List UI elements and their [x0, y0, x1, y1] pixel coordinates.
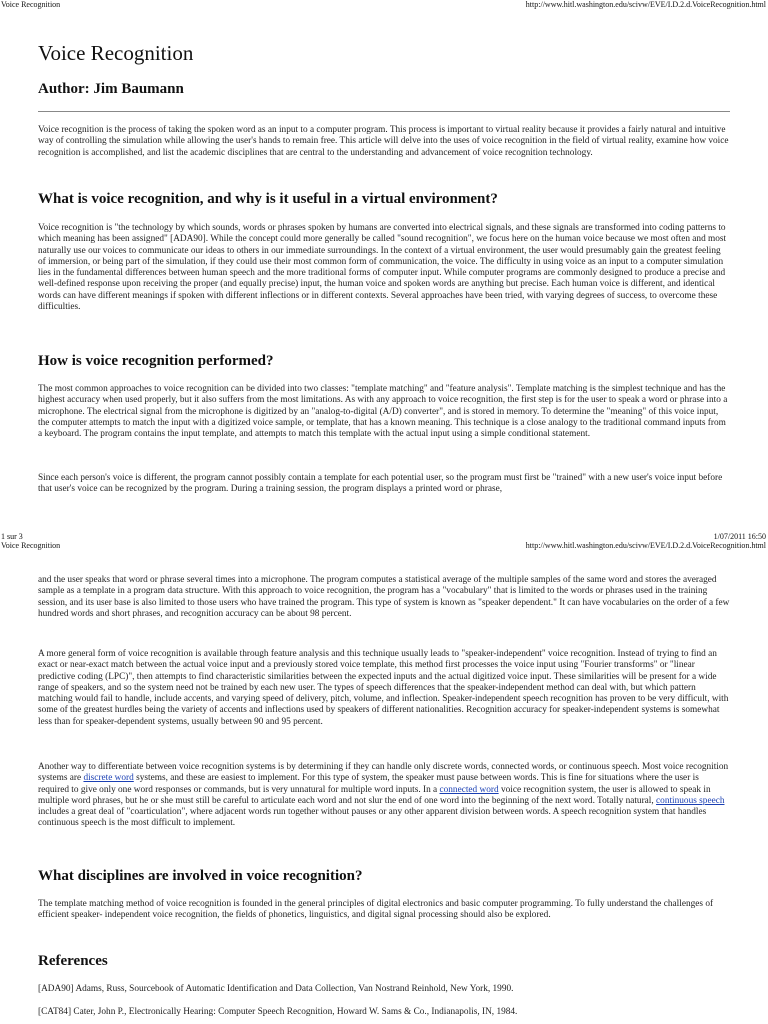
section1-body — [38, 223, 730, 313]
page2-body-3 — [38, 762, 730, 830]
divider — [38, 111, 730, 112]
text-run: Another way to differentiate between voice recognition systems is by determining if they can handle only discrete words, connected words, or continuous speech. Most voice recognition systems are — [38, 762, 729, 784]
paragraph: and the user speaks that word or phrase several times into a microphone. The program computes a statistical average of the multiple samples of the same word and stores the averaged sample as a template in a program data structure. With this approach to voice recognition, the program has a "vocabulary" that is limited to the words or phrases used in the training session, and its user base is also limited to those users who have trained the program. This type of system is known as "speaker dependent." It can have vocabularies on the order of a few hundred words and short phrases, and recognition accuracy can be about 98 percent. — [38, 575, 730, 619]
page2-body-1 — [38, 575, 730, 620]
header-title: Voice Recognition — [1, 541, 61, 550]
author-block — [38, 79, 730, 99]
text-run: systems, and these are easiest to implement. For this type of system, the speaker must pause between words. This is fine for situations where the user is required to give only one word responses or commands, but is very unnatural for multiple word inputs. In a — [38, 773, 699, 795]
header-url: http://www.hitl.washington.edu/scivw/EVE/I.D.2.d.VoiceRecognition.html — [525, 541, 766, 550]
section2-body — [38, 384, 730, 440]
print-date: 1/07/2011 16:50 — [713, 532, 766, 541]
reference-2 — [38, 1007, 730, 1018]
reference-entry: [ADA90] Adams, Russ, Sourcebook of Automatic Identification and Data Collection, Van Nostrand Reinhold, New York, 1990. — [38, 984, 514, 994]
section1-heading-block — [38, 189, 730, 209]
page-count: 1 sur 3 — [1, 532, 23, 541]
page-header — [0, 541, 768, 551]
section3-heading-block — [38, 866, 730, 886]
paragraph: A more general form of voice recognition is available through feature analysis and this technique usually leads to "speaker-independent" voice recognition. Instead of trying to find an exact or near-exact match between the actual voice input and a previously stored voice template, this method first processes the voice input using "Fourier transforms" or "linear predictive coding (LPC)", then attempts to find characteristic similarities between the expected inputs and the actual digitized voice input. These similarities will be present for a wide range of speakers, and so the system need not be trained by each new user. The types of speech differences that the speaker-independent method can deal with, but which pattern matching would fail to handle, include accents, and varying speed of delivery, pitch, volume, and inflection. Speaker-independent speech recognition has proven to be very difficult, with some of the greatest hurdles being the variety of accents and inflections used by speakers of different nationalities. Recognition accuracy for speaker-independent systems is somewhat less than for speaker-dependent systems, usually between 90 and 95 percent. — [38, 649, 729, 727]
section-heading: What is voice recognition, and why is it useful in a virtual environment? — [38, 191, 498, 207]
connected-word-link[interactable]: connected word — [439, 784, 499, 795]
references-heading: References — [38, 953, 108, 969]
intro-block — [38, 125, 730, 159]
section-heading: What disciplines are involved in voice recognition? — [38, 868, 363, 884]
discrete-word-link[interactable]: discrete word — [83, 773, 134, 784]
paragraph: Since each person's voice is different, the program cannot possibly contain a template for each potential user, so the program must first be "trained" with a new user's voice input before that user's voice can be recognized by the program. During a training session, the program displays a printed word or phrase, — [38, 473, 723, 495]
paragraph: Voice recognition is "the technology by which sounds, words or phrases spoken by humans are converted into electrical signals, and these signals are transformed into coding patterns to which meaning has been assigned" [ADA90]. While the concept could more generally be called "sound recognition", we focus here on the human voice because we most often and most naturally use our voices to communicate our ideas to others in our immediate surroundings. In the context of a virtual environment, the user would presumably gain the greatest feeling of immersion, or being part of the simulation, if they could use their most common form of communication, the voice. The difficulty in using voice as an input to a computer simulation lies in the fundamental differences between human speech and the more traditional forms of computer input. While computer programs are commonly designed to produce a precise and well-defined response upon receiving the proper (and equally precise) input, the human voice and spoken words are anything but precise. Each human voice is different, and identical words can have different meanings if spoken with different inflections or in different contexts. Several approaches have been tried, with varying degrees of success, to overcome these difficulties. — [38, 223, 727, 313]
paragraph — [38, 762, 730, 830]
reference-1 — [38, 984, 730, 995]
intro-paragraph: Voice recognition is the process of taking the spoken word as an input to a computer program. This process is important to virtual reality because it provides a fairly natural and intuitive way of controlling the simulation while allowing the user's hands to remain free. This article will delve into the uses of voice recognition in the field of virtual reality, examine how voice recognition is accomplished, and list the academic disciplines that are central to the understanding and advancement of voice recognition technology. — [38, 125, 729, 158]
author-line: Author: Jim Baumann — [38, 81, 184, 97]
header-url: http://www.hitl.washington.edu/scivw/EVE/I.D.2.d.VoiceRecognition.html — [525, 0, 766, 9]
text-run: includes a great deal of "coarticulation", where adjacent words run together without pauses or any other apparent division between words. A speech recognition system that handles continuous speech is the most difficult to implement. — [38, 807, 707, 829]
section2-body-2 — [38, 473, 730, 496]
section-heading: How is voice recognition performed? — [38, 353, 274, 369]
header-title: Voice Recognition — [1, 0, 61, 9]
page-header — [0, 0, 768, 10]
paragraph: The most common approaches to voice recognition can be divided into two classes: "template matching" and "feature analysis". Template matching is the simplest technique and has the highest accuracy when used properly, but it also suffers from the most limitations. As with any approach to voice recognition, the first step is for the user to speak a word or phrase into a microphone. The electrical signal from the microphone is digitized by an "analog-to-digital (A/D) converter", and is stored in memory. To determine the "meaning" of this voice input, the computer attempts to match the input with a digitized voice sample, or template, that has a known meaning. This technique is a close analogy to the traditional command inputs from a keyboard. The program contains the input template, and attempts to match this template with the actual input using a simple conditional statement. — [38, 384, 728, 440]
section3-body — [38, 899, 730, 922]
page-title: Voice Recognition — [38, 41, 194, 65]
paragraph: The template matching method of voice recognition is founded in the general principles of digital electronics and basic computer programming. To fully understand the challenges of efficient speaker- independent voice recognition, the fields of phonetics, linguistics, and digital signal processing should also be explored. — [38, 899, 714, 921]
page2-body-2 — [38, 649, 730, 728]
reference-entry: [CAT84] Cater, John P., Electronically Hearing: Computer Speech Recognition, Howard W. Sams & Co., Indianapolis, IN, 1984. — [38, 1007, 518, 1017]
references-heading-block — [38, 951, 730, 971]
section2-heading-block — [38, 351, 730, 371]
continuous-speech-link[interactable]: continuous speech — [656, 795, 725, 806]
page-title-block — [38, 40, 730, 66]
text-run: voice recognition system, the user is allowed to speak in multiple word phrases, but he or she must still be careful to articulate each word and not slur the end of one word into the beginning of the next word. Totally natural, — [38, 784, 711, 806]
